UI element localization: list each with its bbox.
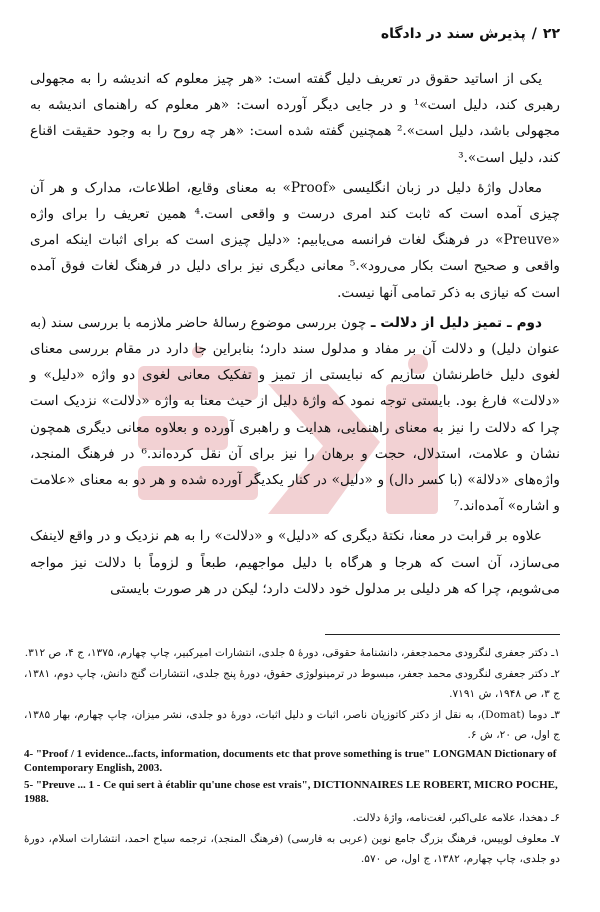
footnotes <box>24 644 560 871</box>
footnote: ۱ـ دکتر جعفری لنگرودی محمدجعفر، دانشنامهٔ حقوقی، دورهٔ ۵ جلدی، انتشارات امیرکبیر، چاپ چهارم، ۱۳۷۵، ج ۴، ص ۳۱۲. <box>24 647 560 659</box>
footnote-english: 4- "Proof / 1 evidence...facts, information, documents etc that prove something is true" LONGMAN Dictionary of Contemporary English, 2003. <box>24 748 557 775</box>
footnote-french: 5- "Preuve ... 1 - Ce qui sert à établir qu'une chose est vrais", DICTIONNAIRES LE ROBERT, MICRO POCHE, 1988. <box>24 779 558 806</box>
footnote: ۲ـ دکتر جعفری لنگرودی محمد جعفر، مبسوط در ترمینولوژی حقوق، دورهٔ پنج جلدی، انتشارات گنج دانش، چاپ دوم، ۱۳۸۱، ج ۳، ص ۱۹۴۸، ش ۷۱۹۱. <box>24 668 560 700</box>
running-title: پذیرش سند در دادگاه <box>380 26 526 42</box>
section-text: چون بررسی موضوع رسالهٔ حاضر ملازمه با بررسی سند (به عنوان دلیل) و دلالت آن بر مفاد و مدلول سند دارد؛ بنابراین جا دارد در مقام بررسی معنای لغوی دلیل خاطرنشان سازیم که نبایستی از تمیز و تفکیک معانی لغوی دو واژه «دلیل» و «دلالت» فارغ بود. بایستی توجه نمود که واژهٔ دلیل از حیث معنا به واژه «دلالت» نزدیک است چرا که دلالت را نیز به معنای راهنمایی، هدایت و راهبری آورده و بعلاوه معانی دیگری همچون نشان و علامت، استدلال، حجت و برهان را نیز برای آن نقل کرده‌اند.⁶ در فرهنگ المنجد، واژه‌های «دلالة» (با کسر دال) و «دلیل» در کنار یکدیگر آورده شده و هر دو به معنای «علامت و اشاره» آمده‌اند.⁷ <box>30 314 560 515</box>
paragraph: یکی از اساتید حقوق در تعریف دلیل گفته است: «هر چیز معلوم که اندیشه را به مجهولی رهبری کند، دلیل است»¹ و در جایی دیگر آورده است: «هر معلوم که راهنمای اندیشه به مجهولی باشد، دلیل است».² همچنین گفته شده است: «هر چه روح را به وجود حقیقت اقناع کند، دلیل است».³ <box>30 71 560 166</box>
paragraph: معادل واژهٔ دلیل در زبان انگلیسی «Proof» به معنای وقایع، اطلاعات، مدارک و هر آن چیزی آمده است که ثابت کند امری درست و واقعی است.⁴ همین تعریف را برای واژه «Preuve» در فرهنگ لغات فرانسه می‌یابیم: «دلیل چیزی است که برای اثبات اینکه امری واقعی و صحیح است بکار می‌رود».⁵ معانی دیگری نیز برای دلیل در فرهنگ لغات فوق آمده است که نیازی به ذکر تمامی آنها نیست. <box>30 179 560 301</box>
main-text <box>30 66 560 602</box>
footnote-divider <box>325 634 560 635</box>
page-number: ۲۲ <box>542 26 560 42</box>
page-header <box>22 26 560 42</box>
footnote: ۷ـ معلوف لوییس، فرهنگ بزرگ جامع نوین (عربی به فارسی) (فرهنگ المنجد)، ترجمه سیاح احمد، انتشارات اسلام، دورهٔ دو جلدی، چاپ چهارم، ۱۳۸۲، ج اول، ص ۵۷۰. <box>24 833 560 865</box>
header-separator: / <box>531 26 537 42</box>
section-heading: دوم ـ تمیز دلیل از دلالت ـ <box>370 314 542 331</box>
section-paragraph <box>30 310 560 520</box>
paragraph: علاوه بر قرابت در معنا، نکتهٔ دیگری که «دلیل» و «دلالت» را به هم نزدیک و در واقع لاینفک می‌سازد، آن است که هرجا و هرگاه با دلیل مواجهیم، طبعاً و لزوماً با دلالت نیز مواجه می‌شویم، چرا که هر دلیلی بر مدلول خود دلالت دارد؛ لیکن در هر صورت بایستی <box>30 528 560 597</box>
footnote: ۳ـ دوما (Domat)، به نقل از دکتر کاتوزیان ناصر، اثبات و دلیل اثبات، دورهٔ دو جلدی، نشر میزان، چاپ چهارم، بهار ۱۳۸۵، ج اول، ص ۲۰، ش ۶. <box>24 709 560 741</box>
footnote: ۶ـ دهخدا، علامه علی‌اکبر، لغت‌نامه، واژهٔ دلالت. <box>352 812 560 825</box>
